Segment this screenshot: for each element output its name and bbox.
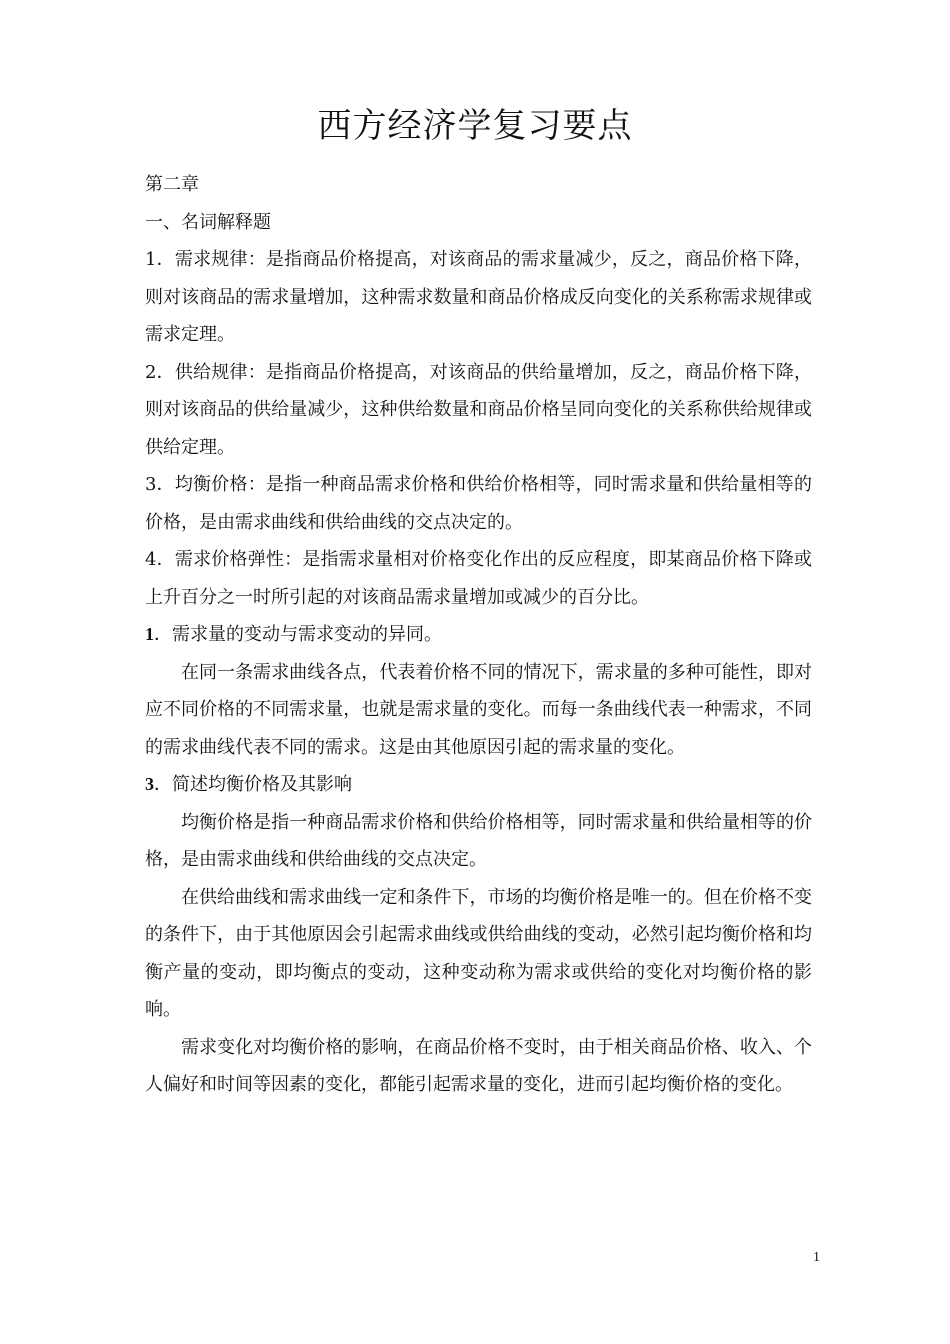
term-item	[145, 466, 812, 541]
chapter-heading: 第二章	[145, 174, 199, 195]
term-item	[145, 241, 812, 354]
question-heading	[145, 766, 812, 804]
term-number: 2．	[145, 361, 175, 383]
question-number: 1	[145, 624, 154, 644]
question-title: ．简述均衡价格及其影响	[154, 774, 352, 795]
term-item	[145, 354, 812, 467]
term-text: 需求规律：是指商品价格提高，对该商品的需求量减少，反之，商品价格下降，则对该商品的需求量增加，这种需求数量和商品价格成反向变化的关系称需求规律或需求定理。	[145, 249, 812, 345]
term-text: 供给规律：是指商品价格提高，对该商品的供给量增加，反之，商品价格下降，则对该商品的供给量减少，这种供给数量和商品价格呈同向变化的关系称供给规律或供给定理。	[145, 361, 812, 458]
term-text: 需求价格弹性：是指需求量相对价格变化作出的反应程度，即某商品价格下降或上升百分之一时所引起的对该商品需求量增加或减少的百分比。	[145, 549, 812, 608]
term-number: 1．	[145, 249, 175, 270]
question-paragraph: 均衡价格是指一种商品需求价格和供给价格相等，同时需求量和供给量相等的价格，是由需求曲线和供给曲线的交点决定。	[145, 811, 812, 870]
question-number: 3	[145, 774, 154, 794]
page-number: 1	[813, 1250, 820, 1265]
question-paragraph: 需求变化对均衡价格的影响，在商品价格不变时，由于相关商品价格、收入、个人偏好和时间等因素的变化，都能引起需求量的变化，进而引起均衡价格的变化。	[145, 1036, 812, 1095]
question-title: ．需求量的变动与需求变动的异同。	[154, 624, 442, 645]
term-number: 4．	[145, 549, 175, 570]
document-body	[145, 166, 812, 1104]
document-title: 西方经济学复习要点	[317, 106, 633, 146]
term-item	[145, 541, 812, 616]
term-number: 3．	[145, 474, 175, 495]
term-text: 均衡价格：是指一种商品需求价格和供给价格相等，同时需求量和供给量相等的价格，是由需求曲线和供给曲线的交点决定的。	[145, 474, 812, 533]
question-heading	[145, 616, 812, 654]
section-heading: 一、名词解释题	[145, 211, 271, 233]
question-paragraph: 在供给曲线和需求曲线一定和条件下，市场的均衡价格是唯一的。但在价格不变的条件下，由于其他原因会引起需求曲线或供给曲线的变动，必然引起均衡价格和均衡产量的变动，即均衡点的变动，这种变动称为需求或供给的变化对均衡价格的影响。	[145, 886, 812, 1020]
question-paragraph: 在同一条需求曲线各点，代表着价格不同的情况下，需求量的多种可能性，即对应不同价格的不同需求量，也就是需求量的变化。而每一条曲线代表一种需求，不同的需求曲线代表不同的需求。这是由其他原因引起的需求量的变化。	[145, 661, 812, 758]
